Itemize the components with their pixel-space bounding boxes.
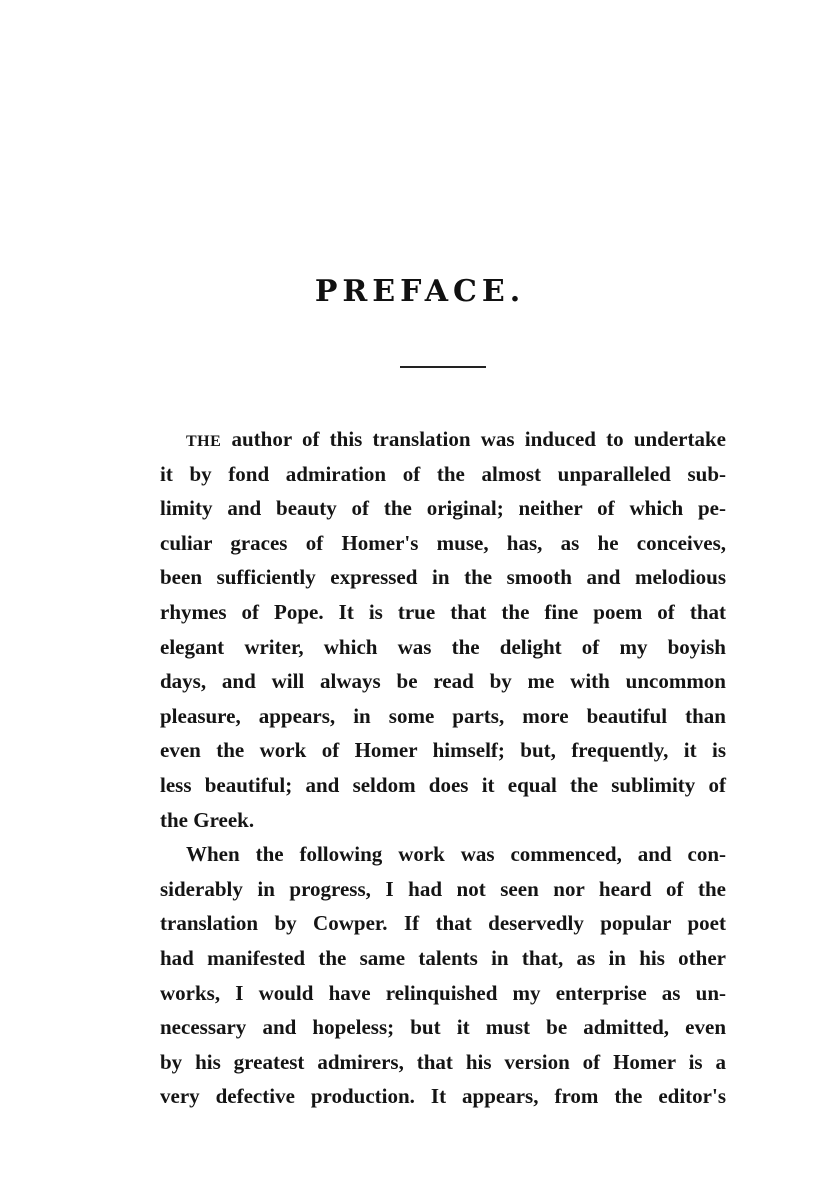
- text-line: When the following work was commenced, and con-: [186, 842, 726, 867]
- text-line: [160, 422, 726, 457]
- first-word-initial: TH: [186, 433, 211, 450]
- text-line: very defective production. It appears, from the editor's: [160, 1084, 726, 1109]
- text-line: even the work of Homer himself; but, frequently, it is: [160, 738, 726, 763]
- text-line: days, and will always be read by me with uncommon: [160, 669, 726, 694]
- text-line: it by fond admiration of the almost unparalleled sub-: [160, 461, 726, 486]
- title-divider-rule: [400, 366, 486, 368]
- text-line: rhymes of Pope. It is true that the fine poem of that: [160, 599, 726, 624]
- text-line: elegant writer, which was the delight of my boyish: [160, 634, 726, 659]
- first-word-rest: E: [210, 433, 222, 450]
- text-line: had manifested the same talents in that, as in his other: [160, 945, 726, 970]
- text-line: siderably in progress, I had not seen nor heard of the: [160, 876, 726, 901]
- drop-word-smallcaps: [186, 433, 221, 450]
- text-line: necessary and hopeless; but it must be admitted, even: [160, 1015, 726, 1040]
- text-line: by his greatest admirers, that his version of Homer is a: [160, 1049, 726, 1074]
- text-line: translation by Cowper. If that deservedly popular poet: [160, 911, 726, 936]
- text-line: culiar graces of Homer's muse, has, as he conceives,: [160, 530, 726, 555]
- text-line: pleasure, appears, in some parts, more beautiful than: [160, 703, 726, 728]
- paragraph-1: [160, 422, 726, 837]
- preface-body: [160, 422, 726, 1114]
- text-line-segment: author of this translation was induced to undertake: [221, 427, 726, 451]
- text-line: works, I would have relinquished my enterprise as un-: [160, 980, 726, 1005]
- text-line: been sufficiently expressed in the smooth and melodious: [160, 565, 726, 590]
- text-line: the Greek.: [160, 807, 255, 832]
- text-line: less beautiful; and seldom does it equal the sublimity of: [160, 772, 726, 797]
- paragraph-2: [160, 837, 726, 1114]
- page-title: PREFACE.: [314, 274, 526, 309]
- text-line: limity and beauty of the original; neither of which pe-: [160, 496, 726, 521]
